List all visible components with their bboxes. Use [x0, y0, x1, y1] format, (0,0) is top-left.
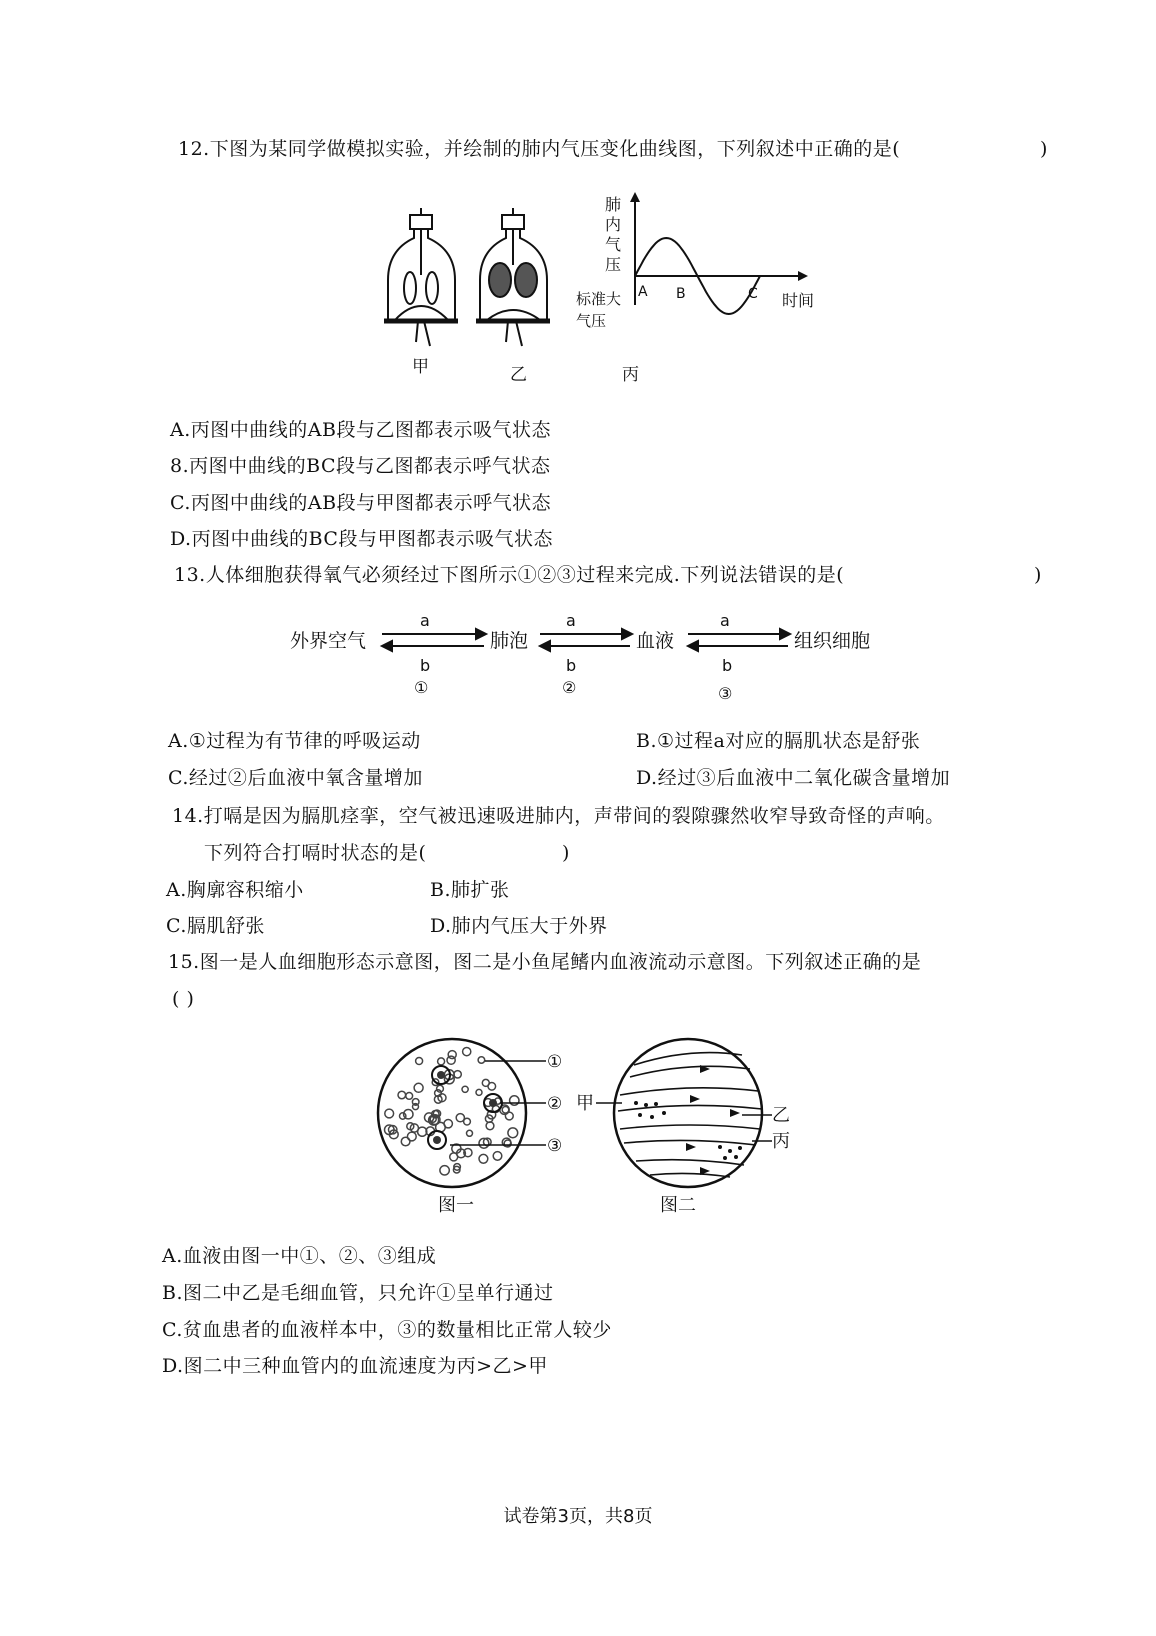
fig-label-jia: 甲 [412, 357, 429, 377]
q12-option-a: A.丙图中曲线的AB段与乙图都表示吸气状态 [170, 419, 551, 441]
q15-option-d: D.图二中三种血管内的血流速度为丙>乙>甲 [162, 1355, 548, 1377]
red-blood-cell [438, 1058, 445, 1065]
red-blood-cell [488, 1083, 496, 1091]
red-blood-cell [454, 1071, 461, 1078]
red-blood-cell [462, 1086, 468, 1092]
red-blood-cell [486, 1122, 494, 1130]
q12-stem: 12.下图为某同学做模拟实验，并绘制的肺内气压变化曲线图，下列叙述中正确的是( [178, 138, 901, 160]
graph-baseline-label-2: 气压 [576, 312, 607, 330]
fig2-caption: 图二 [660, 1195, 696, 1216]
q13-flow-diagram [0, 605, 1156, 705]
red-blood-cell [463, 1048, 471, 1056]
red-blood-cell [448, 1051, 456, 1059]
flow-node-blood: 血液 [636, 630, 675, 652]
red-blood-cell [414, 1083, 423, 1092]
q15-paren: ( ) [172, 988, 195, 1010]
red-blood-cell [508, 1128, 518, 1138]
q12-option-d: D.丙图中曲线的BC段与甲图都表示吸气状态 [170, 528, 553, 550]
red-blood-cell [510, 1096, 519, 1105]
red-blood-cell [440, 1166, 449, 1175]
blood-cell-figure [378, 1039, 546, 1187]
q13-option-b: B.①过程a对应的膈肌状态是舒张 [636, 730, 921, 752]
flow-label-b-2: b [566, 656, 577, 675]
q12-option-c: C.丙图中曲线的AB段与甲图都表示呼气状态 [170, 492, 552, 514]
flow-label-a-1: a [420, 611, 430, 630]
fig1-mark-2: ② [547, 1094, 563, 1114]
q15-option-b: B.图二中乙是毛细血管，只允许①呈单行通过 [162, 1282, 554, 1304]
fig1-mark-3: ③ [547, 1136, 563, 1156]
red-blood-cell [493, 1152, 502, 1161]
q14-option-d: D.肺内气压大于外界 [430, 915, 608, 937]
q14-paren-close: ) [562, 842, 570, 864]
red-blood-cell [479, 1154, 488, 1163]
q15-figure [0, 1025, 1156, 1225]
flow-label-a-3: a [720, 611, 730, 630]
fig2-label-jia: 甲 [576, 1093, 594, 1114]
q13-option-a: A.①过程为有节律的呼吸运动 [168, 730, 421, 752]
red-blood-cell [444, 1120, 452, 1128]
q13-stem: 13.人体细胞获得氧气必须经过下图所示①②③过程来完成.下列说法错误的是( [174, 564, 845, 586]
q12-option-b: 8.丙图中曲线的BC段与乙图都表示呼气状态 [170, 455, 551, 477]
q12-paren-close: ) [1040, 138, 1048, 160]
red-blood-cell [385, 1109, 394, 1118]
graph-point-b: B [676, 286, 686, 302]
red-blood-cell [478, 1057, 485, 1064]
red-blood-cell [476, 1089, 482, 1095]
page-footer: 试卷第3页，共8页 [503, 1506, 653, 1527]
q15-stem: 15.图一是人血细胞形态示意图，图二是小鱼尾鳍内血液流动示意图。下列叙述正确的是 [168, 951, 922, 973]
graph-ylabel-1: 肺 [605, 195, 622, 214]
bell-jar-jia [384, 208, 458, 346]
fish-tail-figure [596, 1039, 772, 1187]
red-blood-cell [464, 1118, 471, 1125]
graph-x-label: 时间 [782, 291, 815, 310]
q14-option-c: C.膈肌舒张 [166, 915, 265, 937]
red-blood-cell [502, 1107, 509, 1114]
red-blood-cell [416, 1058, 423, 1065]
flow-label-a-2: a [566, 611, 576, 630]
fig1-mark-1: ① [547, 1052, 563, 1072]
red-blood-cell [467, 1130, 473, 1136]
flow-node-air: 外界空气 [290, 630, 367, 652]
q13-option-c: C.经过②后血液中氧含量增加 [168, 767, 423, 789]
q15-option-a: A.血液由图一中①、②、③组成 [162, 1245, 437, 1267]
bell-jar-yi [476, 208, 550, 346]
q14-stem-line1: 14.打嗝是因为膈肌痉挛，空气被迅速吸进肺内，声带间的裂隙骤然收窄导致奇怪的声响。 [172, 805, 945, 827]
q14-option-b: B.肺扩张 [430, 879, 510, 901]
flow-mark-1: ① [414, 678, 429, 697]
q13-option-d: D.经过③后血液中二氧化碳含量增加 [636, 767, 951, 789]
graph-point-a: A [638, 284, 648, 300]
graph-ylabel-3: 气 [605, 235, 622, 254]
fig-label-yi: 乙 [510, 365, 527, 385]
graph-point-c: C [748, 286, 758, 302]
fig2-label-bing: 丙 [772, 1131, 790, 1152]
red-blood-cell [406, 1093, 413, 1100]
fig1-caption: 图一 [438, 1195, 474, 1216]
flow-mark-2: ② [562, 678, 577, 697]
fig-label-bing: 丙 [622, 365, 639, 385]
graph-ylabel-4: 压 [605, 255, 622, 274]
flow-node-tissue: 组织细胞 [794, 630, 871, 652]
graph-ylabel-2: 内 [605, 215, 622, 234]
red-blood-cell [407, 1132, 416, 1141]
red-blood-cell [410, 1124, 418, 1132]
q12-figure [0, 180, 1156, 420]
q14-stem-line2: 下列符合打嗝时状态的是( [204, 842, 427, 864]
flow-label-b-1: b [420, 656, 431, 675]
graph-baseline-label-1: 标准大 [576, 290, 622, 308]
flow-node-alveoli: 肺泡 [490, 630, 529, 652]
q15-option-c: C.贫血患者的血液样本中，③的数量相比正常人较少 [162, 1319, 612, 1341]
q13-paren-close: ) [1034, 564, 1042, 586]
q14-option-a: A.胸廓容积缩小 [166, 879, 304, 901]
fig2-label-yi: 乙 [772, 1105, 790, 1126]
flow-label-b-3: b [722, 656, 733, 675]
red-blood-cell [398, 1091, 406, 1099]
flow-mark-3: ③ [718, 684, 733, 703]
